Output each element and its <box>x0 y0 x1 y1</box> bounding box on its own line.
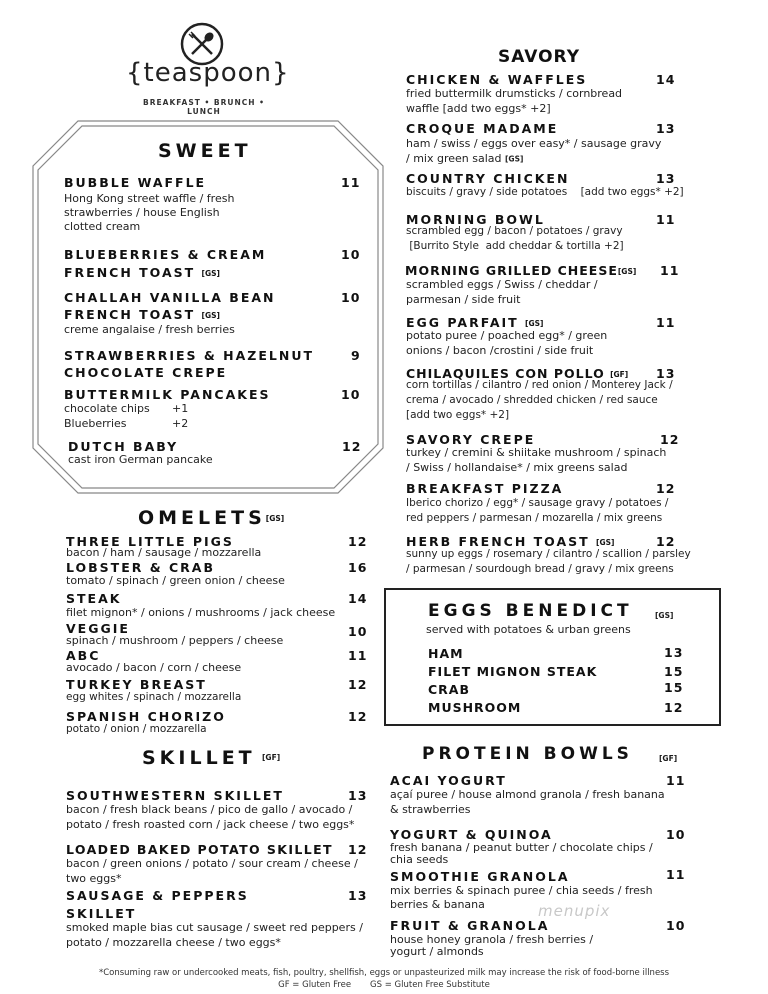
savory-price: 11 <box>656 315 676 330</box>
sweet-item-name: DUTCH BABY <box>68 439 179 454</box>
savory-price: 11 <box>660 263 680 278</box>
savory-price: 12 <box>656 481 676 496</box>
protein-desc: fresh banana / peanut butter / chocolate chips / <box>390 841 653 854</box>
sweet-item-name2: FRENCH TOAST <box>64 265 196 280</box>
benedict-price: 12 <box>664 700 684 715</box>
savory-title: SAVORY <box>498 47 581 67</box>
omelet-name: TURKEY BREAST <box>66 677 207 692</box>
brand-tagline: BREAKFAST • BRUNCH • LUNCH <box>143 98 265 116</box>
sweet-item-name2: FRENCH TOAST <box>64 307 196 322</box>
skillet-name: LOADED BAKED POTATO SKILLET <box>66 842 333 857</box>
savory-name: MORNING BOWL <box>406 212 545 227</box>
skillet-desc: potato / mozzarella cheese / two eggs* <box>66 936 281 949</box>
omelet-desc: filet mignon* / onions / mushrooms / jack cheese <box>66 606 336 619</box>
gf-tag: [GF] <box>610 370 629 379</box>
skillet-price: 12 <box>348 842 368 857</box>
addon-label: Blueberries <box>64 417 127 430</box>
skillet-name: SAUSAGE & PEPPERS <box>66 888 249 903</box>
savory-price: 12 <box>656 534 676 549</box>
savory-desc: [Burrito Style add cheddar & tortilla +2] <box>406 240 624 252</box>
sweet-item-name-line2 <box>64 265 220 280</box>
omelets-title-text: OMELETS <box>138 507 266 529</box>
skillet-desc: bacon / green onions / potato / sour cream / cheese / <box>66 857 358 870</box>
gs-tag: [GS] <box>265 514 285 523</box>
sweet-item-desc: strawberries / house English <box>64 206 220 219</box>
omelet-name: STEAK <box>66 591 122 606</box>
savory-desc: sunny up eggs / rosemary / cilantro / scallion / parsley <box>406 548 691 560</box>
savory-desc: crema / avocado / shredded chicken / red sauce <box>406 394 658 406</box>
savory-desc: turkey / cremini & shiitake mushroom / spinach <box>406 446 667 459</box>
savory-desc: Iberico chorizo / egg* / sausage gravy / potatoes / <box>406 497 669 509</box>
savory-price: 12 <box>660 432 680 447</box>
savory-desc: red peppers / parmesan / mozarella / mix greens <box>406 512 663 524</box>
gf-tag: [GF] <box>262 753 281 762</box>
omelet-name: SPANISH CHORIZO <box>66 709 226 724</box>
skillet-name: SOUTHWESTERN SKILLET <box>66 788 284 803</box>
skillet-title: SKILLET <box>142 747 256 769</box>
sweet-item-desc: Hong Kong street waffle / fresh <box>64 192 235 205</box>
footer-legend: GF = Gluten Free GS = Gluten Free Substitute <box>278 980 490 990</box>
addon-label: chocolate chips <box>64 402 150 415</box>
skillet-desc: potato / fresh roasted corn / jack cheese / two eggs* <box>66 818 355 831</box>
sweet-item-price: 10 <box>341 387 361 402</box>
protein-desc: & strawberries <box>390 803 471 816</box>
protein-name: YOGURT & QUINOA <box>390 827 553 842</box>
gs-tag: [GS] <box>655 611 674 620</box>
savory-name: CROQUE MADAME <box>406 121 559 136</box>
savory-name: HERB FRENCH TOAST <box>406 534 590 549</box>
protein-desc: chia seeds <box>390 853 449 866</box>
gs-tag: [GS] <box>505 154 524 164</box>
gs-tag: [GS] <box>201 269 220 278</box>
protein-desc: house honey granola / fresh berries / <box>390 933 594 946</box>
benedict-subtitle: served with potatoes & urban greens <box>426 623 631 636</box>
savory-desc: fried buttermilk drumsticks / cornbread <box>406 87 623 100</box>
savory-desc: parmesan / side fruit <box>406 293 521 306</box>
savory-price: 11 <box>656 212 676 227</box>
sweet-item-name: CHALLAH VANILLA BEAN <box>64 290 276 305</box>
omelets-title <box>138 507 284 529</box>
protein-price: 11 <box>666 773 686 788</box>
sweet-item-name: BLUEBERRIES & CREAM <box>64 247 267 262</box>
benedict-price: 15 <box>664 664 684 679</box>
sweet-item-desc: clotted cream <box>64 220 141 233</box>
omelet-desc: potato / onion / mozzarella <box>66 723 207 735</box>
sweet-item-desc: creme angalaise / fresh berries <box>64 323 235 336</box>
omelet-desc: egg whites / spinach / mozzarella <box>66 691 242 703</box>
savory-desc: ham / swiss / eggs over easy* / sausage gravy <box>406 137 662 150</box>
skillet-price: 13 <box>348 788 368 803</box>
savory-price: 13 <box>656 121 676 136</box>
sweet-title: SWEET <box>158 140 252 162</box>
sweet-item-name-line2 <box>64 307 220 322</box>
omelet-desc: tomato / spinach / green onion / cheese <box>66 574 285 587</box>
omelet-desc: spinach / mushroom / peppers / cheese <box>66 634 284 647</box>
savory-name: MORNING GRILLED CHEESE <box>405 263 618 278</box>
savory-desc: scrambled eggs / Swiss / cheddar / <box>406 278 598 291</box>
skillet-desc: bacon / fresh black beans / pico de gallo / avocado / <box>66 803 353 816</box>
sweet-item-price: 12 <box>342 439 362 454</box>
menupix-watermark: menupix <box>538 902 611 920</box>
savory-desc: potato puree / poached egg* / green <box>406 329 608 342</box>
savory-name-line <box>405 263 636 278</box>
sweet-item-price: 10 <box>341 290 361 305</box>
savory-price: 14 <box>656 72 676 87</box>
skillet-name2: SKILLET <box>66 906 137 921</box>
gs-tag: [GS] <box>596 538 615 547</box>
sweet-item-desc: cast iron German pancake <box>68 453 213 466</box>
benedict-price: 13 <box>664 645 684 660</box>
addon-price: +1 <box>172 402 189 415</box>
benedict-name: MUSHROOM <box>428 700 522 715</box>
savory-desc: onions / bacon /crostini / side fruit <box>406 344 594 357</box>
benedict-name: HAM <box>428 646 464 661</box>
skillet-desc: smoked maple bias cut sausage / sweet red peppers / <box>66 921 363 934</box>
gs-tag: [GS] <box>617 267 637 276</box>
gf-tag: [GF] <box>659 754 678 763</box>
savory-desc: waffle [add two eggs* +2] <box>406 102 551 115</box>
benedict-title: EGGS BENEDICT <box>428 601 633 621</box>
savory-desc: / mix green salad <box>406 152 502 165</box>
omelet-price: 16 <box>348 560 368 575</box>
omelet-price: 10 <box>348 624 368 639</box>
protein-price: 10 <box>666 827 686 842</box>
sweet-item-name: STRAWBERRIES & HAZELNUT <box>64 348 315 363</box>
protein-price: 10 <box>666 918 686 933</box>
protein-desc: yogurt / almonds <box>390 945 484 958</box>
omelet-name: ABC <box>66 648 101 663</box>
sweet-item-price: 11 <box>341 175 361 190</box>
protein-desc: berries & banana <box>390 898 485 911</box>
savory-name: CHILAQUILES CON POLLO <box>406 366 605 381</box>
omelet-price: 11 <box>348 648 368 663</box>
savory-name: BREAKFAST PIZZA <box>406 481 564 496</box>
savory-name: COUNTRY CHICKEN <box>406 171 570 186</box>
savory-price: 13 <box>656 171 676 186</box>
brand-name: {teaspoon} <box>126 58 290 88</box>
omelet-desc: avocado / bacon / corn / cheese <box>66 661 242 674</box>
savory-desc: / parmesan / sourdough bread / gravy / mix greens <box>406 563 674 575</box>
savory-desc: scrambled egg / bacon / potatoes / gravy <box>406 225 623 237</box>
protein-title: PROTEIN BOWLS <box>422 744 633 764</box>
benedict-name: FILET MIGNON STEAK <box>428 664 598 679</box>
savory-name: SAVORY CREPE <box>406 432 536 447</box>
protein-price: 11 <box>666 867 686 882</box>
protein-name: ACAI YOGURT <box>390 773 507 788</box>
omelet-price: 14 <box>348 591 368 606</box>
omelet-name: THREE LITTLE PIGS <box>66 534 234 549</box>
savory-name: EGG PARFAIT <box>406 315 519 330</box>
savory-name: CHICKEN & WAFFLES <box>406 72 588 87</box>
savory-desc: corn tortillas / cilantro / red onion / Monterey Jack / <box>406 379 673 391</box>
sweet-item-price: 10 <box>341 247 361 262</box>
gs-tag: [GS] <box>201 311 220 320</box>
savory-price: 13 <box>656 366 676 381</box>
protein-desc: açaí puree / house almond granola / fresh banana <box>390 788 665 801</box>
benedict-name: CRAB <box>428 682 471 697</box>
sweet-item-price: 9 <box>351 348 361 363</box>
skillet-price: 13 <box>348 888 368 903</box>
savory-desc: / Swiss / hollandaise* / mix greens salad <box>406 461 628 474</box>
skillet-desc: two eggs* <box>66 872 122 885</box>
omelet-name: VEGGIE <box>66 621 130 636</box>
omelet-name: LOBSTER & CRAB <box>66 560 215 575</box>
omelet-desc: bacon / ham / sausage / mozzarella <box>66 546 262 559</box>
savory-desc-line <box>406 151 523 167</box>
omelet-price: 12 <box>348 534 368 549</box>
omelet-price: 12 <box>348 709 368 724</box>
benedict-price: 15 <box>664 680 684 695</box>
footer-disclaimer: *Consuming raw or undercooked meats, fish, poultry, shellfish, eggs or unpasteurized milk may increase the risk of food-borne illness <box>98 968 670 978</box>
protein-name: SMOOTHIE GRANOLA <box>390 869 570 884</box>
gs-tag: [GS] <box>525 319 544 328</box>
sweet-item-name: BUBBLE WAFFLE <box>64 175 207 190</box>
omelet-price: 12 <box>348 677 368 692</box>
savory-desc: biscuits / gravy / side potatoes [add two eggs* +2] <box>406 186 684 198</box>
protein-desc: mix berries & spinach puree / chia seeds / fresh <box>390 884 653 897</box>
savory-desc: [add two eggs* +2] <box>406 409 510 421</box>
sweet-item-name: BUTTERMILK PANCAKES <box>64 387 271 402</box>
sweet-item-name2: CHOCOLATE CREPE <box>64 365 228 380</box>
protein-name: FRUIT & GRANOLA <box>390 918 550 933</box>
addon-price: +2 <box>172 417 189 430</box>
